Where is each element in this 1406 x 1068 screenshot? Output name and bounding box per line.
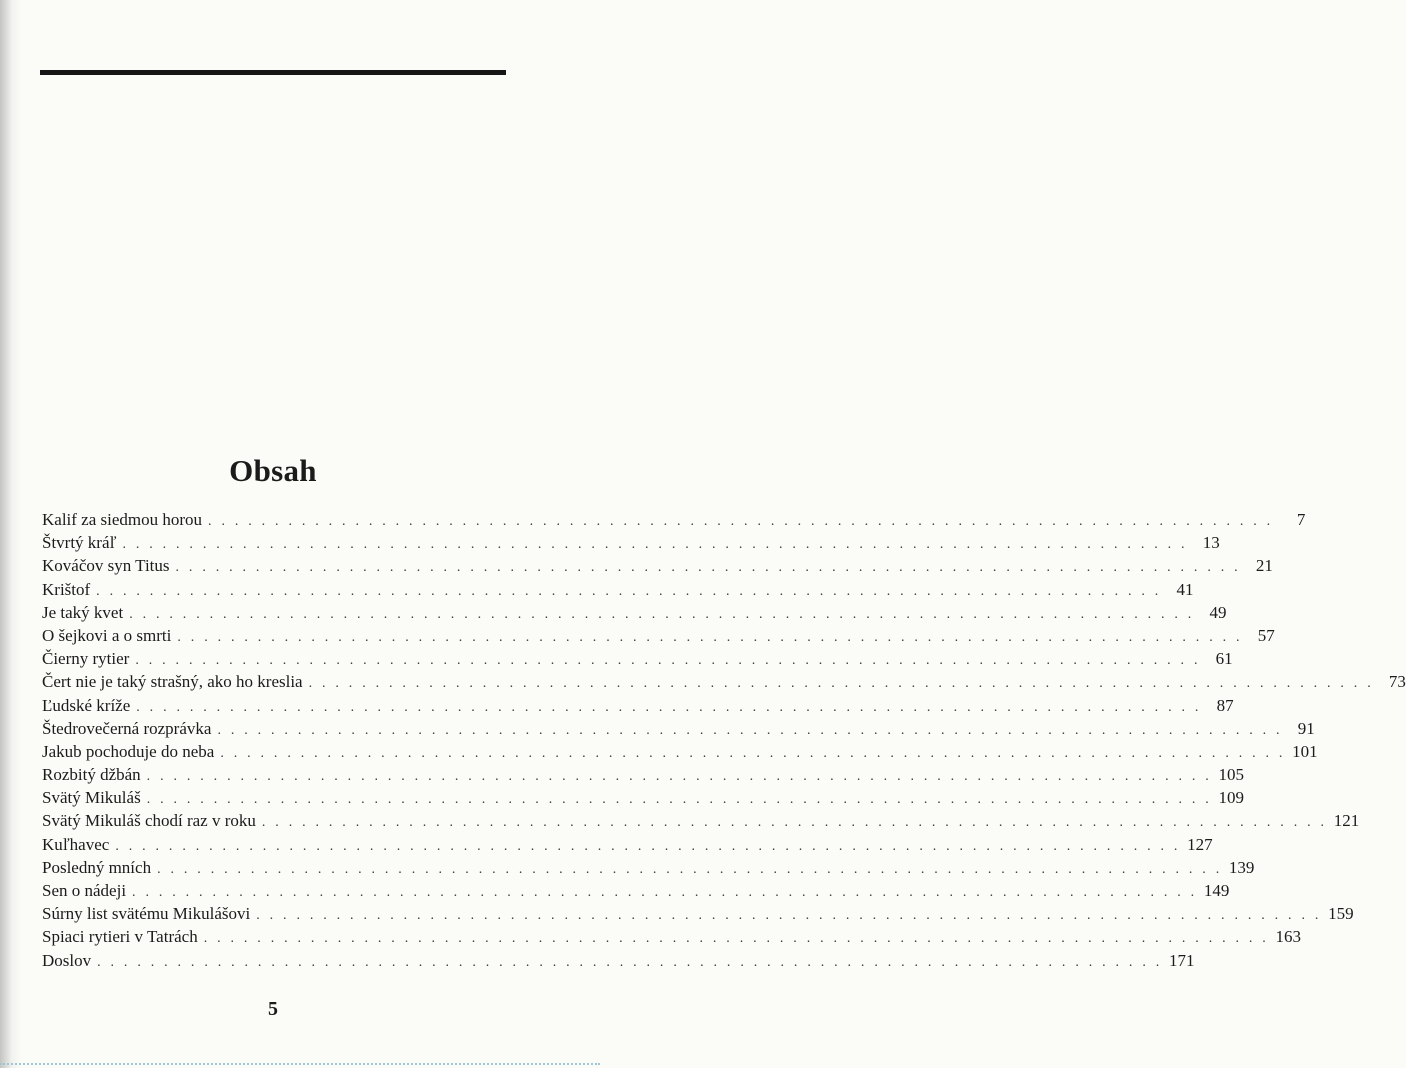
toc-entry — [42, 554, 1273, 577]
toc-entry-title: O šejkovi a o smrti — [42, 625, 172, 645]
toc-entry — [42, 763, 1244, 786]
toc-entry-page: 13 — [1202, 533, 1220, 553]
toc-entry — [42, 531, 1220, 554]
toc-dot-leader: . . . . . . . . . . . . . . . . . . . . . . . . . . . . . . . . . . . . . . . . . . . . . . . . . . . . . . . . . . . . . . . . . . . . . . . . . . . . . . . . — [308, 676, 1374, 692]
toc-entry-title: Kováčov syn Titus — [42, 556, 170, 576]
toc-entry — [42, 647, 1233, 670]
toc-dot-leader: . . . . . . . . . . . . . . . . . . . . . . . . . . . . . . . . . . . . . . . . . . . . . . . . . . . . . . . . . . . . . . . . . . . . . . . . . . . . . . . . — [96, 583, 1162, 599]
toc-entry — [42, 508, 1306, 531]
toc-entry-title: Súrny list svätému Mikulášovi — [42, 904, 251, 924]
page-number: 5 — [268, 998, 278, 1020]
top-rule — [40, 70, 506, 75]
toc-dot-leader: . . . . . . . . . . . . . . . . . . . . . . . . . . . . . . . . . . . . . . . . . . . . . . . . . . . . . . . . . . . . . . . . . . . . . . . . . . . . . . . . — [115, 838, 1181, 854]
toc-entry-page: 61 — [1215, 649, 1233, 669]
toc-dot-leader: . . . . . . . . . . . . . . . . . . . . . . . . . . . . . . . . . . . . . . . . . . . . . . . . . . . . . . . . . . . . . . . . . . . . . . . . . . . . . . . . — [177, 629, 1243, 645]
toc-entry-title: Čierny rytier — [42, 649, 130, 669]
toc-entry-title: Kalif za siedmou horou — [42, 510, 203, 529]
toc-entry — [42, 601, 1227, 624]
toc-dot-leader: . . . . . . . . . . . . . . . . . . . . . . . . . . . . . . . . . . . . . . . . . . . . . . . . . . . . . . . . . . . . . . . . . . . . . . . . . . . . . . . . — [175, 560, 1241, 576]
toc-entry — [42, 949, 1195, 972]
toc-entry-title: Krištof — [42, 579, 91, 599]
toc-entry — [42, 578, 1194, 601]
toc-dot-leader: . . . . . . . . . . . . . . . . . . . . . . . . . . . . . . . . . . . . . . . . . . . . . . . . . . . . . . . . . . . . . . . . . . . . . . . . . . . . . . . . — [97, 954, 1163, 970]
toc-entry-title: Ľudské kríže — [42, 695, 131, 715]
toc-entry — [42, 694, 1234, 717]
toc-dot-leader: . . . . . . . . . . . . . . . . . . . . . . . . . . . . . . . . . . . . . . . . . . . . . . . . . . . . . . . . . . . . . . . . . . . . . . . . . . . . . . . . — [203, 931, 1270, 947]
toc-entry-title: Rozbitý džbán — [42, 765, 141, 785]
toc-dot-leader: . . . . . . . . . . . . . . . . . . . . . . . . . . . . . . . . . . . . . . . . . . . . . . . . . . . . . . . . . . . . . . . . . . . . . . . . . . . . . . . . — [220, 745, 1286, 761]
toc-dot-leader: . . . . . . . . . . . . . . . . . . . . . . . . . . . . . . . . . . . . . . . . . . . . . . . . . . . . . . . . . . . . . . . . . . . . . . . . . . . . . . . . — [136, 699, 1202, 715]
toc-entry-page: 159 — [1328, 904, 1354, 924]
toc-entry-page: 87 — [1216, 695, 1234, 715]
toc-dot-leader: . . . . . . . . . . . . . . . . . . . . . . . . . . . . . . . . . . . . . . . . . . . . . . . . . . . . . . . . . . . . . . . . . . . . . . . . . . . . . . . . — [122, 537, 1188, 553]
toc-dot-leader: . . . . . . . . . . . . . . . . . . . . . . . . . . . . . . . . . . . . . . . . . . . . . . . . . . . . . . . . . . . . . . . . . . . . . . . . . . . . . . . . — [157, 861, 1223, 877]
toc-dot-leader: . . . . . . . . . . . . . . . . . . . . . . . . . . . . . . . . . . . . . . . . . . . . . . . . . . . . . . . . . . . . . . . . . . . . . . . . . . . . . . . . — [208, 514, 1274, 529]
toc-entry-title: Doslov — [42, 950, 92, 970]
toc-entry-page: 57 — [1257, 625, 1275, 645]
toc-entry — [42, 856, 1255, 879]
toc-entry-title: Sen o nádeji — [42, 881, 127, 900]
toc-entry-title: Je taký kvet — [42, 602, 124, 622]
toc-entry-page: 73 — [1388, 672, 1406, 692]
toc-entry-page: 139 — [1228, 857, 1255, 877]
toc-entry-page: 7 — [1296, 510, 1306, 529]
page-title: Obsah — [229, 452, 317, 488]
toc-entry-page: 121 — [1333, 811, 1360, 831]
toc-entry-page: 91 — [1297, 718, 1315, 738]
toc-entry — [42, 879, 1230, 902]
toc-entry-page: 105 — [1218, 765, 1244, 785]
toc-entry-page: 49 — [1209, 602, 1227, 622]
toc-dot-leader: . . . . . . . . . . . . . . . . . . . . . . . . . . . . . . . . . . . . . . . . . . . . . . . . . . . . . . . . . . . . . . . . . . . . . . . . . . . . . . . . — [217, 722, 1283, 738]
toc-dot-leader: . . . . . . . . . . . . . . . . . . . . . . . . . . . . . . . . . . . . . . . . . . . . . . . . . . . . . . . . . . . . . . . . . . . . . . . . . . . . . . . . — [256, 908, 1322, 924]
toc-entry-title: Spiaci rytieri v Tatrách — [42, 927, 198, 947]
toc-entry — [42, 740, 1318, 763]
toc-entry — [42, 833, 1213, 856]
toc-entry — [42, 624, 1275, 647]
toc-entry-title: Jakub pochoduje do neba — [42, 741, 215, 761]
toc-entry — [42, 786, 1245, 809]
page-gutter-shadow — [0, 0, 22, 1068]
toc-dot-leader: . . . . . . . . . . . . . . . . . . . . . . . . . . . . . . . . . . . . . . . . . . . . . . . . . . . . . . . . . . . . . . . . . . . . . . . . . . . . . . . . — [261, 815, 1328, 831]
toc-entry-title: Čert nie je taký strašný, ako ho kreslia — [42, 672, 303, 692]
toc-entry-title: Posledný mních — [42, 857, 152, 877]
toc-entry — [42, 670, 1406, 693]
toc-dot-leader: . . . . . . . . . . . . . . . . . . . . . . . . . . . . . . . . . . . . . . . . . . . . . . . . . . . . . . . . . . . . . . . . . . . . . . . . . . . . . . . . — [146, 792, 1213, 808]
toc-entry-page: 163 — [1275, 927, 1302, 947]
toc-entry-page: 41 — [1176, 579, 1194, 599]
toc-entry-page: 21 — [1255, 556, 1273, 576]
toc-entry-page: 149 — [1203, 881, 1230, 900]
toc-entry — [42, 925, 1302, 948]
toc-entry-title: Kuľhavec — [42, 834, 110, 854]
toc-entry-page: 101 — [1292, 741, 1318, 761]
toc-entry-page: 171 — [1168, 950, 1195, 970]
toc-entry-title: Svätý Mikuláš chodí raz v roku — [42, 811, 256, 831]
toc-entry-page: 127 — [1187, 834, 1213, 854]
toc-entry-title: Štvrtý kráľ — [42, 533, 117, 553]
toc-entry-title: Svätý Mikuláš — [42, 788, 141, 808]
toc-dot-leader: . . . . . . . . . . . . . . . . . . . . . . . . . . . . . . . . . . . . . . . . . . . . . . . . . . . . . . . . . . . . . . . . . . . . . . . . . . . . . . . . — [135, 653, 1201, 669]
toc-dot-leader: . . . . . . . . . . . . . . . . . . . . . . . . . . . . . . . . . . . . . . . . . . . . . . . . . . . . . . . . . . . . . . . . . . . . . . . . . . . . . . . . — [129, 606, 1195, 622]
toc-dot-leader: . . . . . . . . . . . . . . . . . . . . . . . . . . . . . . . . . . . . . . . . . . . . . . . . . . . . . . . . . . . . . . . . . . . . . . . . . . . . . . . . — [132, 885, 1198, 900]
toc-entry — [42, 717, 1315, 740]
toc-entry-title: Štedrovečerná rozprávka — [42, 718, 212, 738]
bottom-dotted-border — [0, 1063, 600, 1065]
toc-entry-page: 109 — [1218, 788, 1245, 808]
toc-entry — [42, 902, 1354, 925]
toc-dot-leader: . . . . . . . . . . . . . . . . . . . . . . . . . . . . . . . . . . . . . . . . . . . . . . . . . . . . . . . . . . . . . . . . . . . . . . . . . . . . . . . . — [146, 769, 1212, 785]
table-of-contents — [42, 508, 1406, 972]
toc-entry — [42, 809, 1360, 832]
